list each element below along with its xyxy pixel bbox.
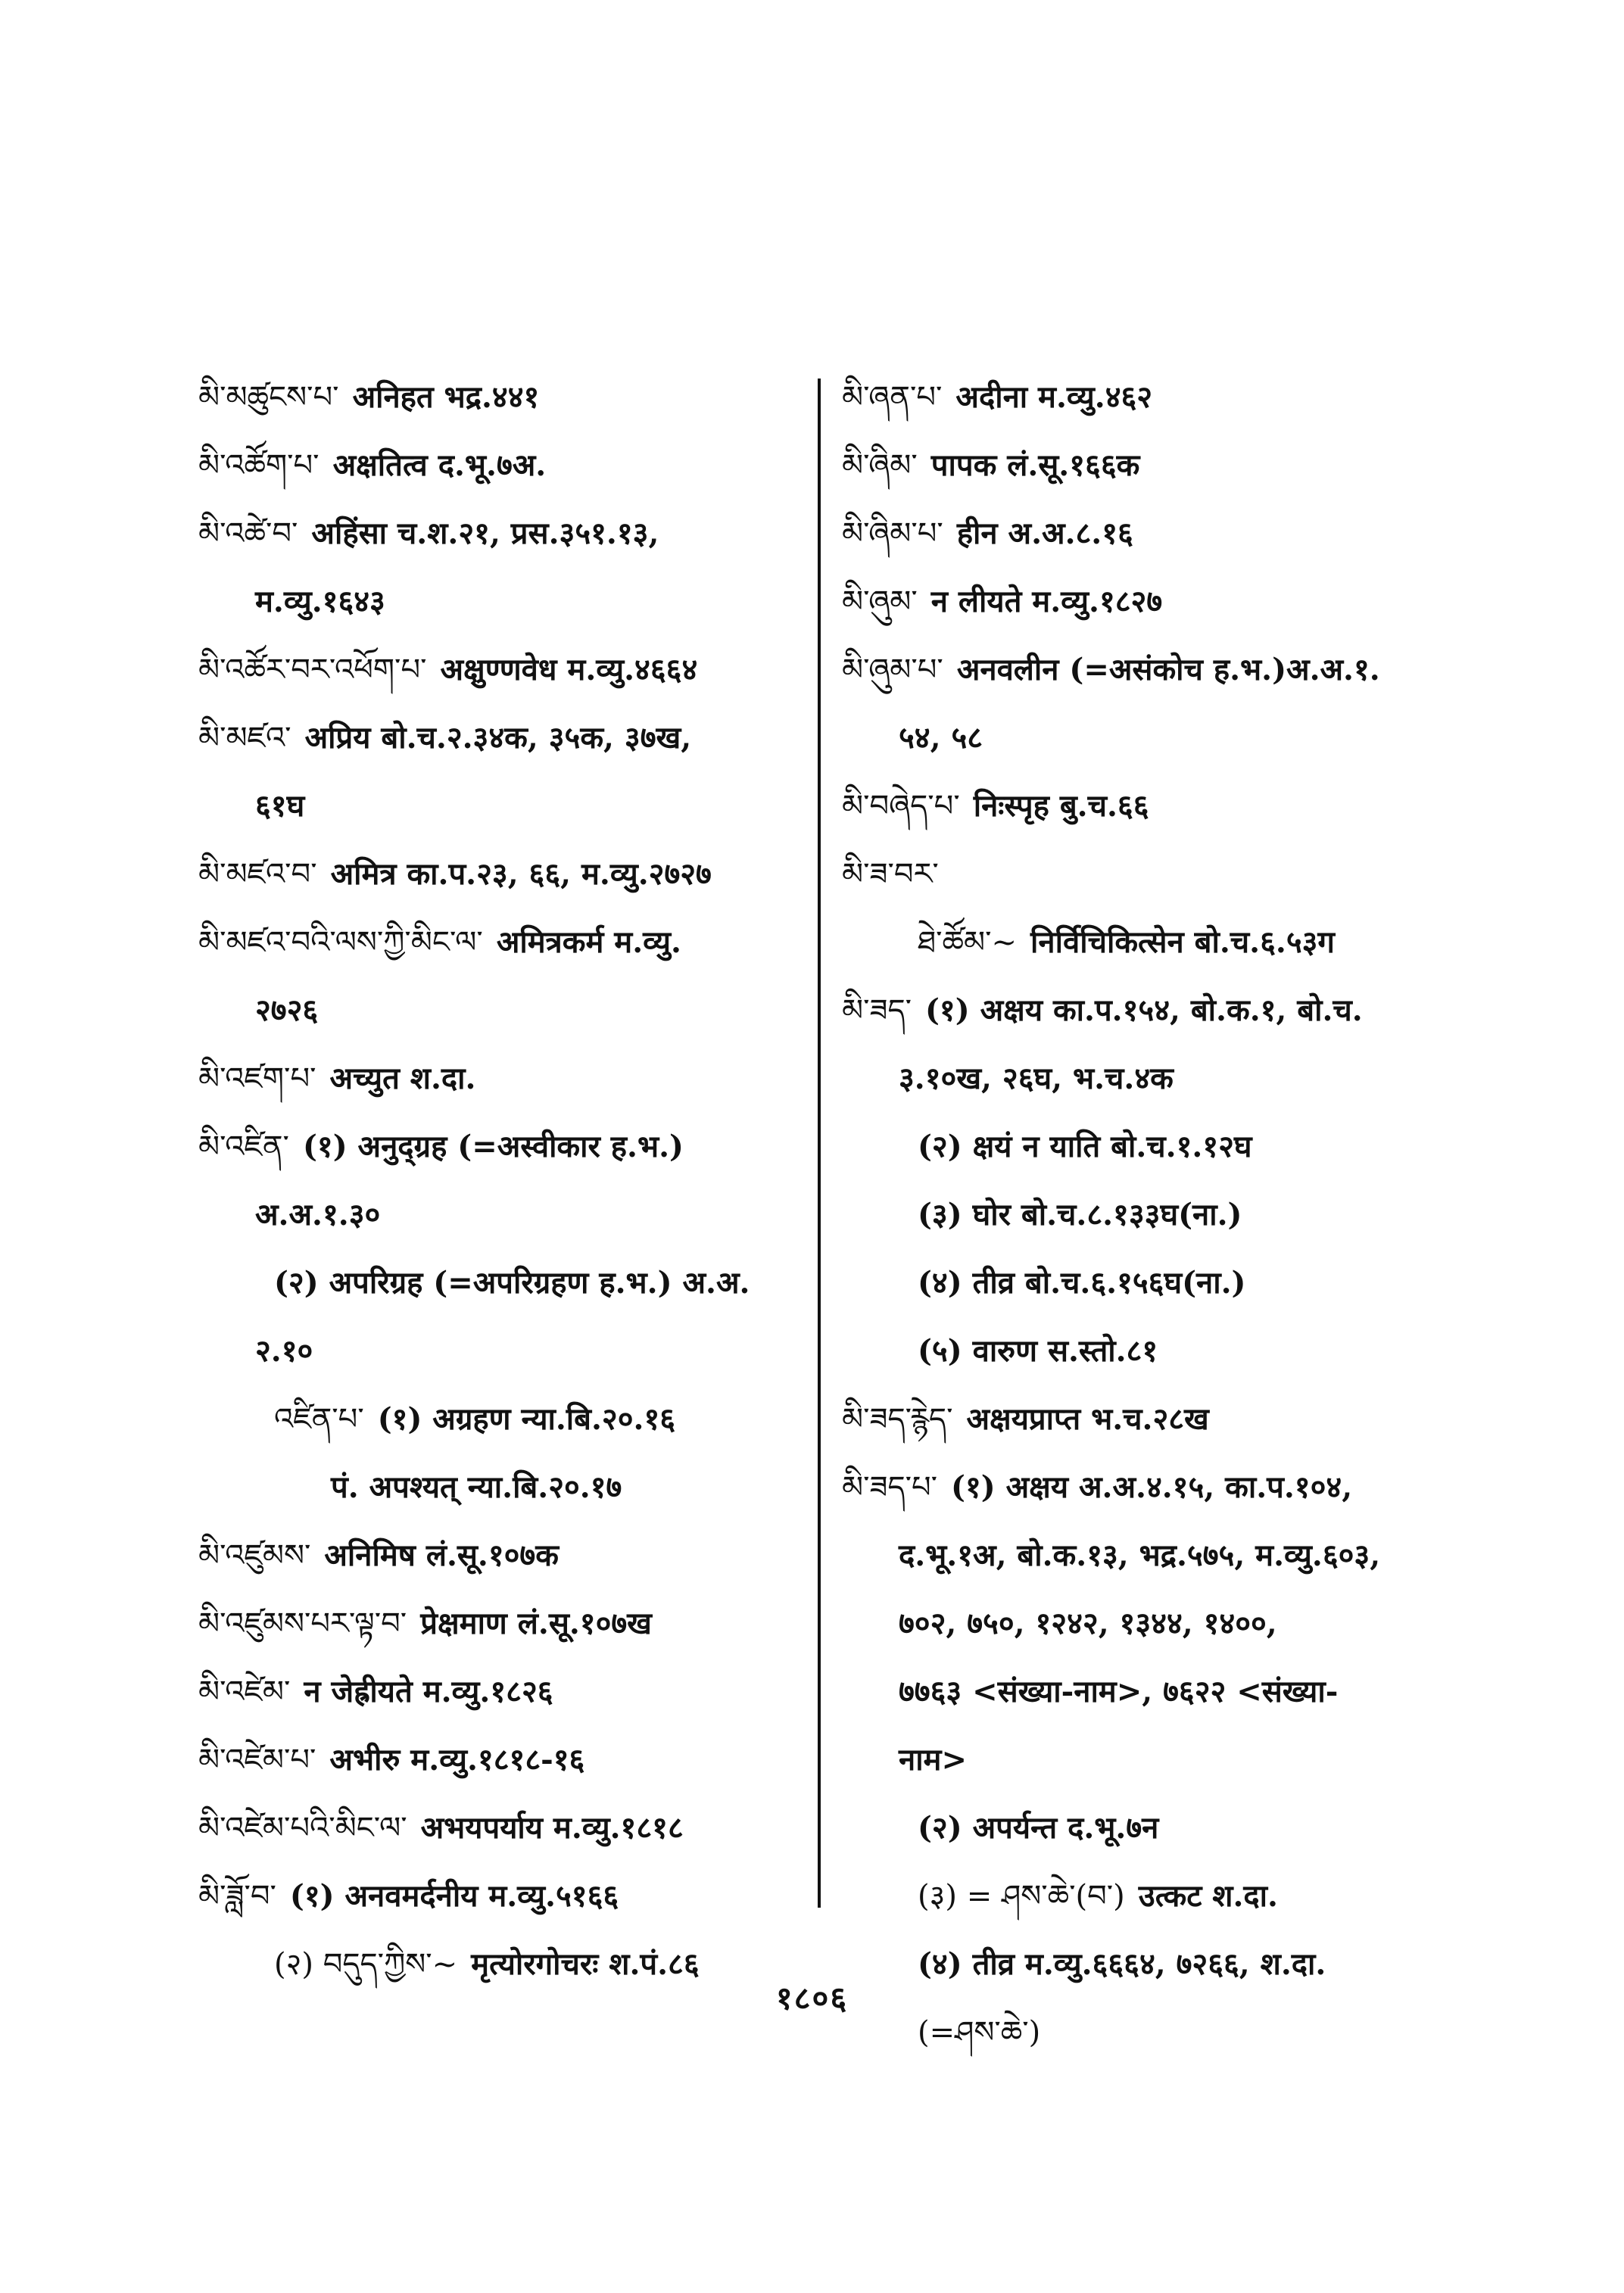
dictionary-entry-line bbox=[198, 1385, 812, 1453]
tibetan-headword: མི་འཛེམ་ bbox=[198, 1675, 291, 1709]
sanskrit-gloss: (१) अक्षय का.प.१५४, बो.क.१, बो.च. bbox=[925, 992, 1363, 1028]
sanskrit-gloss: (१) अनुद्ग्रह (=अस्वीकार ह.भ.) bbox=[302, 1129, 684, 1164]
dictionary-entry-line bbox=[842, 840, 1470, 908]
dictionary-entry-line bbox=[842, 1317, 1470, 1385]
sanskrit-gloss: २.१० bbox=[255, 1333, 313, 1369]
sanskrit-gloss: ७७६३ <संख्या-नाम>, ७६२२ <संख्या- bbox=[899, 1674, 1339, 1709]
dictionary-entry-line bbox=[198, 1522, 812, 1590]
tibetan-headword: མི་འཛུམས་པར་ལྟ་བ་ bbox=[198, 1606, 407, 1641]
dictionary-entry-line bbox=[198, 636, 812, 704]
dictionary-entry-line bbox=[198, 1658, 812, 1726]
sanskrit-gloss: (३) घोर बो.च.८.१३३घ(ना.) bbox=[918, 1197, 1242, 1232]
sanskrit-gloss: प्रेक्षमाण लं.सू.१०७ख bbox=[420, 1606, 652, 1641]
dictionary-entry-line bbox=[198, 977, 812, 1045]
sanskrit-gloss: (१) अनवमर्दनीय म.व्यु.५१६६ bbox=[289, 1878, 619, 1914]
dictionary-entry-line bbox=[198, 363, 812, 431]
dictionary-entry-line bbox=[842, 363, 1470, 431]
sanskrit-gloss: ३.१०ख, २६घ, भ.च.४क bbox=[899, 1061, 1174, 1096]
sanskrit-gloss: अक्षुण्णवेध म.व्यु.४६६४ bbox=[440, 652, 698, 687]
tibetan-headword: མི་འཚོག་པ་ bbox=[198, 448, 320, 483]
dictionary-entry-line bbox=[842, 1453, 1470, 1522]
sanskrit-gloss: अच्युत श.दा. bbox=[329, 1061, 476, 1096]
sanskrit-gloss: द.भू.१अ, बो.क.१३, भद्र.५७५, म.व्यु.६०३, bbox=[899, 1537, 1381, 1573]
tibetan-headword: མི་ཞིམ་པ་ bbox=[842, 516, 943, 551]
dictionary-entry-line bbox=[198, 1249, 812, 1317]
sanskrit-gloss: (४) तीव्र म.व्यु.६६६४, ७२६६, श.दा. bbox=[918, 1946, 1326, 1982]
sanskrit-gloss: अनिमिष लं.सू.१०७क bbox=[324, 1537, 559, 1573]
tibetan-headword: མི་འཛག་པ་ bbox=[198, 1061, 316, 1096]
dictionary-entry-line bbox=[198, 1794, 812, 1862]
tibetan-headword: མི་བཞེད་པ་ bbox=[842, 789, 960, 824]
column-divider bbox=[818, 379, 821, 1908]
dictionary-entry-line bbox=[198, 431, 812, 500]
tibetan-headword: མི་མཛའ་བའི་ལས་ཀྱི་མིང་ལ་ bbox=[198, 925, 483, 960]
dictionary-entry-line bbox=[842, 1590, 1470, 1658]
dictionary-entry-line bbox=[198, 1590, 812, 1658]
tibetan-headword: མི་འཛིན་ bbox=[198, 1129, 289, 1164]
tibetan-headword: འཛིན་པ་ bbox=[274, 1402, 364, 1437]
tibetan-headword: མི་ཞིམ་ bbox=[842, 448, 918, 483]
dictionary-entry-line bbox=[842, 1249, 1470, 1317]
sanskrit-gloss: (२) क्षयं न याति बो.च.१.१२घ bbox=[918, 1129, 1252, 1164]
tibetan-headword: མི་འཚེ་བ་ bbox=[198, 516, 298, 551]
dictionary-entry-line bbox=[842, 1794, 1470, 1862]
sanskrit-gloss: ५४, ५८ bbox=[899, 720, 983, 756]
dictionary-entry-line bbox=[198, 1862, 812, 1930]
sanskrit-gloss: (१) अक्षय अ.अ.४.१५, का.प.१०४, bbox=[951, 1469, 1353, 1505]
dictionary-entry-line bbox=[198, 772, 812, 840]
sanskrit-gloss: म.व्यु.१६४३ bbox=[255, 584, 385, 619]
dictionary-entry-line bbox=[198, 840, 812, 908]
sanskrit-gloss: अक्षतित्व द.भू.७अ. bbox=[332, 447, 547, 483]
sanskrit-gloss: (५) वारुण स.स्तो.८१ bbox=[918, 1333, 1158, 1369]
sanskrit-gloss: ७०२, ७५०, १२४२, १३४४, १४००, bbox=[899, 1606, 1277, 1641]
tibetan-headword: མི་ཟློ་བ་ bbox=[198, 1879, 276, 1914]
tibetan-headword: མི་འཛེམ་པ་ bbox=[198, 1743, 316, 1777]
dictionary-entry-line bbox=[842, 1522, 1470, 1590]
sanskrit-gloss: अप्रिय बो.च.२.३४क, ३५क, ३७ख, bbox=[304, 720, 692, 756]
sanskrit-gloss: निःस्पृह बु.च.६६ bbox=[973, 788, 1149, 824]
sanskrit-gloss: (२) अपर्यन्त द.भू.७न bbox=[918, 1810, 1159, 1846]
dictionary-entry-line bbox=[842, 1113, 1470, 1181]
dictionary-entry-line bbox=[198, 908, 812, 977]
tibetan-headword: མི་མཛའ་ bbox=[198, 721, 291, 756]
dictionary-entry-line bbox=[198, 1181, 812, 1249]
sanskrit-gloss: अमित्र का.प.२३, ६६, म.व्यु.२७२७ bbox=[330, 856, 712, 892]
tibetan-headword: མི་ཞན་པ་ bbox=[842, 380, 943, 415]
dictionary-entry-line bbox=[198, 568, 812, 636]
sanskrit-gloss: अक्षयप्राप्त भ.च.२८ख bbox=[966, 1401, 1209, 1437]
sanskrit-gloss: पं. अपश्यत् न्या.बि.२०.१७ bbox=[331, 1469, 622, 1505]
dictionary-entry-line bbox=[842, 908, 1470, 977]
sanskrit-gloss: (१) अग्रहण न्या.बि.२०.१६ bbox=[377, 1401, 676, 1437]
dictionary-entry-line bbox=[842, 431, 1470, 500]
dictionary-entry-line bbox=[842, 500, 1470, 568]
sanskrit-gloss: अहिंसा च.श.२१, प्रस.३५१.१३, bbox=[311, 516, 659, 551]
tibetan-headword: (२) བདུད་ཀྱིས་~ bbox=[274, 1947, 458, 1982]
sanskrit-gloss: (२) अपरिग्रह (=अपरिग्रहण ह.भ.) अ.अ. bbox=[274, 1265, 750, 1301]
dictionary-entry-line bbox=[198, 1726, 812, 1794]
sanskrit-gloss: ६१घ bbox=[255, 788, 305, 824]
dictionary-entry-line bbox=[842, 568, 1470, 636]
dictionary-entry-line bbox=[842, 636, 1470, 704]
sanskrit-gloss: पापक लं.सू.१६६क bbox=[930, 447, 1140, 483]
sanskrit-gloss: अनवलीन (=असंकोच ह.भ.)अ.अ.१. bbox=[956, 652, 1380, 687]
sanskrit-gloss: न जेह्रीयते म.व्यु.१८२६ bbox=[304, 1674, 553, 1709]
sanskrit-gloss: न लीयते म.व्यु.१८२७ bbox=[930, 584, 1163, 619]
sanskrit-gloss: (४) तीव्र बो.च.६.१५६घ(ना.) bbox=[918, 1265, 1246, 1301]
tibetan-headword: མི་ཞུམ་ bbox=[842, 584, 918, 619]
dictionary-entry-line bbox=[842, 1045, 1470, 1113]
sanskrit-gloss: मृत्योरगोचरः श.पं.८६ bbox=[471, 1946, 700, 1982]
dictionary-entry-line bbox=[842, 772, 1470, 840]
sanskrit-gloss: अभयपर्याय म.व्यु.१८१८ bbox=[420, 1810, 684, 1846]
sanskrit-gloss: नाम> bbox=[899, 1742, 967, 1777]
page-number: १८०६ bbox=[775, 1980, 849, 2017]
dictionary-entry-line bbox=[198, 1113, 812, 1181]
dictionary-entry-line bbox=[842, 977, 1470, 1045]
dictionary-entry-line bbox=[842, 1726, 1470, 1794]
tibetan-headword: མི་ཟ་བར་ bbox=[842, 857, 939, 892]
dictionary-entry-line bbox=[198, 500, 812, 568]
right-column bbox=[842, 363, 1470, 2067]
dictionary-entry-line bbox=[198, 704, 812, 772]
dictionary-entry-line bbox=[842, 1862, 1470, 1930]
sanskrit-gloss: अ.अ.१.३० bbox=[255, 1197, 381, 1232]
tibetan-headword: ཐེ་ཚོམ་~ bbox=[918, 925, 1018, 960]
dictionary-entry-line bbox=[842, 704, 1470, 772]
tibetan-headword: མི་མཛའ་བ་ bbox=[198, 857, 317, 892]
sanskrit-gloss: अमित्रकर्म म.व्यु. bbox=[496, 924, 681, 960]
sanskrit-gloss: निर्विचिकित्सेन बो.च.६.५३ग bbox=[1030, 924, 1335, 960]
tibetan-headword: མི་ཟད་ bbox=[842, 993, 912, 1028]
dictionary-entry-line bbox=[842, 1385, 1470, 1453]
dictionary-entry-line bbox=[198, 1317, 812, 1385]
tibetan-headword: (=ཤས་ཆེ་) bbox=[918, 2015, 1041, 2050]
dictionary-entry-line bbox=[842, 1181, 1470, 1249]
tibetan-headword: མི་འཚོར་བར་འཕོག་པ་ bbox=[198, 653, 427, 687]
tibetan-headword: མི་ཞུམ་པ་ bbox=[842, 653, 943, 687]
tibetan-headword: མི་མཚུངས་པ་ bbox=[198, 380, 339, 415]
sanskrit-gloss: हीन अ.अ.८.१६ bbox=[956, 516, 1133, 551]
tibetan-headword: མི་འཛེམ་པའི་མིང་ལ་ bbox=[198, 1811, 407, 1846]
tibetan-headword: མི་འཛུམས་ bbox=[198, 1538, 311, 1573]
dictionary-entry-line bbox=[198, 1045, 812, 1113]
tibetan-headword: མི་ཟད་རྙེད་ bbox=[842, 1402, 953, 1437]
dictionary-entry-line bbox=[842, 1658, 1470, 1726]
tibetan-headword: མི་ཟད་པ་ bbox=[842, 1470, 938, 1505]
left-column bbox=[198, 363, 812, 1999]
dictionary-entry-line bbox=[198, 1453, 812, 1522]
sanskrit-gloss: २७२६ bbox=[255, 992, 319, 1028]
sanskrit-gloss: अदीना म.व्यु.४६२ bbox=[955, 379, 1153, 415]
sanskrit-gloss: अनिहत भद्र.४४१ bbox=[352, 379, 540, 415]
tibetan-headword: (३) = ཤས་ཆེ་(བ་) bbox=[918, 1879, 1125, 1914]
sanskrit-gloss: उत्कट श.दा. bbox=[1138, 1878, 1278, 1914]
sanskrit-gloss: अभीरु म.व्यु.१८१८-१६ bbox=[329, 1742, 585, 1777]
